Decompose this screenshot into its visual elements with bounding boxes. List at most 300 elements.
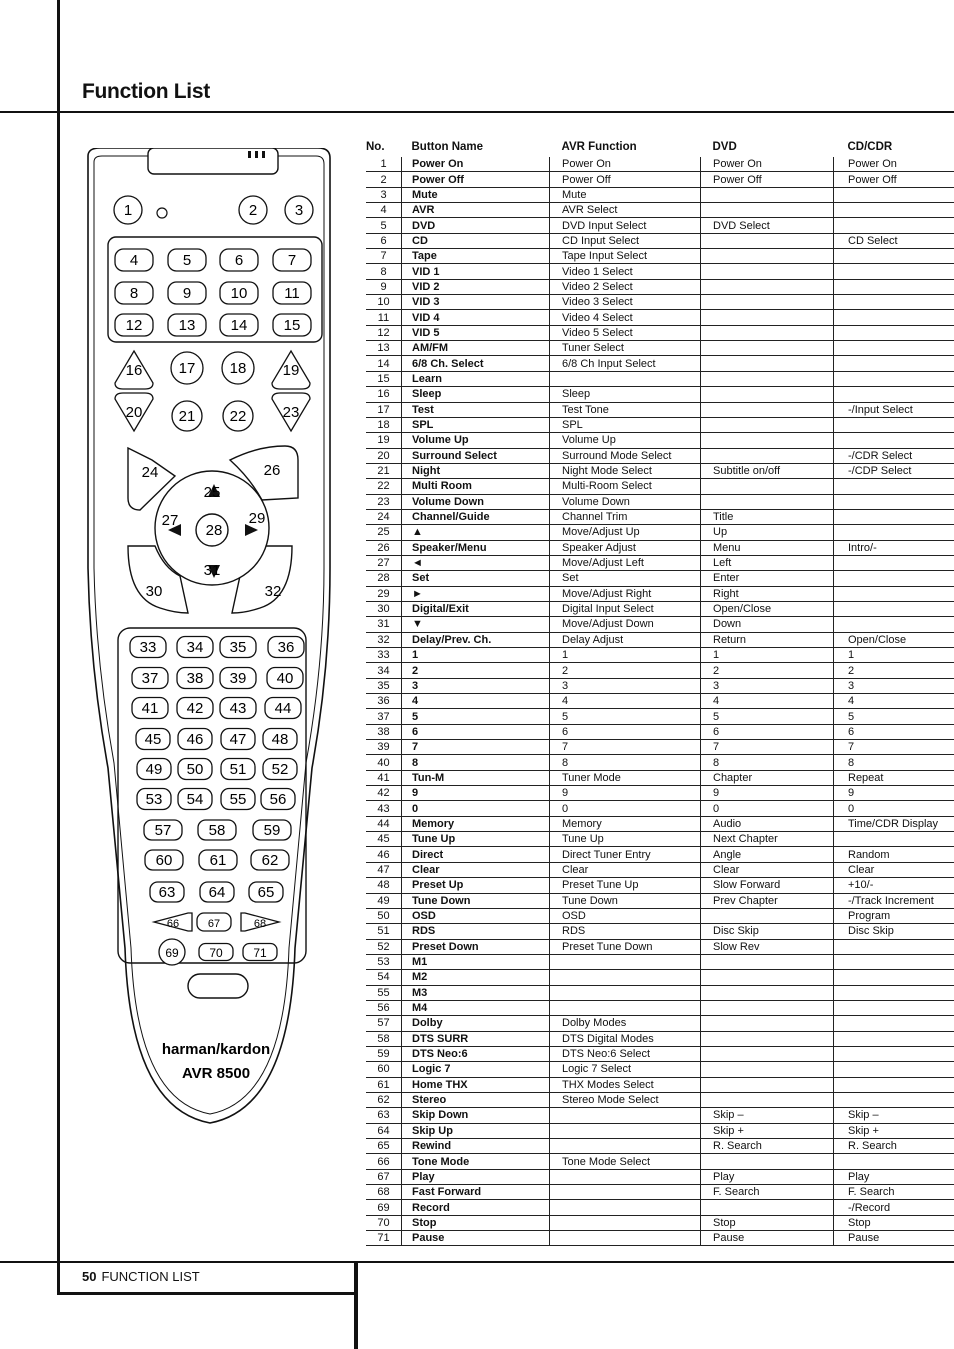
table-header-row: [366, 135, 954, 157]
remote-button-label: 8: [129, 285, 139, 302]
remote-button-label: 39: [229, 670, 247, 687]
remote-button-3[interactable]: [285, 196, 313, 224]
cell-avr-function: Move/Adjust Up: [550, 525, 701, 540]
remote-button-label: 71: [253, 946, 267, 960]
remote-button-8[interactable]: [115, 282, 153, 304]
header-no: No.: [366, 141, 385, 153]
cell-cd-cdr: Repeat: [834, 770, 954, 785]
cell-no: 31: [366, 617, 402, 632]
cell-no: 17: [366, 402, 402, 417]
cell-no: 65: [366, 1139, 402, 1154]
remote-button-38[interactable]: [177, 668, 213, 689]
cell-button-name: 4: [402, 694, 550, 709]
remote-button-label: 35: [229, 639, 247, 656]
cell-dvd: Subtitle on/off: [701, 463, 834, 478]
cell-dvd: [701, 1046, 834, 1061]
remote-button-label: 9: [182, 285, 192, 302]
table-row: [366, 203, 954, 218]
cell-no: 55: [366, 985, 402, 1000]
cell-cd-cdr: [834, 832, 954, 847]
cell-cd-cdr: [834, 325, 954, 340]
cell-dvd: Angle: [701, 847, 834, 862]
remote-button-label: 46: [186, 731, 204, 748]
table-row: [366, 1108, 954, 1123]
remote-button-10[interactable]: [220, 282, 258, 304]
table-row: [366, 417, 954, 432]
remote-button-61[interactable]: [199, 850, 237, 870]
remote-button-21[interactable]: [172, 401, 202, 431]
table-row: [366, 233, 954, 248]
cell-dvd: [701, 970, 834, 985]
remote-button-label: 24: [141, 464, 159, 481]
model-name: AVR 8500: [181, 1065, 251, 1082]
table-row: [366, 1077, 954, 1092]
remote-button-label: 7: [287, 252, 297, 269]
cell-avr-function: SPL: [550, 417, 701, 432]
remote-button-57[interactable]: [144, 820, 182, 840]
cell-dvd: Open/Close: [701, 601, 834, 616]
remote-button-label: 28: [205, 522, 223, 539]
remote-button-29[interactable]: [249, 510, 266, 527]
cell-button-name: AVR: [402, 203, 550, 218]
remote-button-5[interactable]: [168, 249, 206, 271]
cell-dvd: [701, 1200, 834, 1215]
cell-no: 44: [366, 816, 402, 831]
cell-dvd: Enter: [701, 571, 834, 586]
cell-cd-cdr: [834, 1154, 954, 1169]
cell-avr-function: 6/8 Ch Input Select: [550, 356, 701, 371]
cell-dvd: Power Off: [701, 172, 834, 187]
remote-button-55[interactable]: [221, 789, 255, 810]
cell-button-name: Tape: [402, 249, 550, 264]
cell-button-name: Preset Down: [402, 939, 550, 954]
cell-cd-cdr: [834, 601, 954, 616]
table-row: [366, 694, 954, 709]
cell-avr-function: 6: [550, 724, 701, 739]
cell-dvd: DVD Select: [701, 218, 834, 233]
cell-dvd: [701, 279, 834, 294]
function-table: [366, 135, 954, 1246]
remote-button-33[interactable]: [130, 637, 166, 658]
cell-no: 7: [366, 249, 402, 264]
header-dvd: DVD: [712, 141, 737, 153]
table-row: [366, 571, 954, 586]
cell-avr-function: 3: [550, 678, 701, 693]
table-row: [366, 1031, 954, 1046]
remote-button-2[interactable]: [239, 196, 267, 224]
cell-dvd: [701, 1154, 834, 1169]
remote-button-15[interactable]: [273, 314, 311, 336]
remote-button-54[interactable]: [178, 789, 212, 810]
remote-button-48[interactable]: [263, 729, 297, 750]
cell-button-name: Channel/Guide: [402, 509, 550, 524]
remote-button-52[interactable]: [263, 759, 297, 780]
cell-button-name: VID 1: [402, 264, 550, 279]
remote-button-label: 56: [269, 791, 287, 808]
table-row: [366, 816, 954, 831]
cell-no: 52: [366, 939, 402, 954]
cell-no: 68: [366, 1185, 402, 1200]
remote-button-58[interactable]: [198, 820, 236, 840]
remote-button-26[interactable]: [264, 462, 281, 479]
cell-button-name: 9: [402, 786, 550, 801]
table-row: [366, 1231, 954, 1246]
cell-dvd: Audio: [701, 816, 834, 831]
remote-button-37[interactable]: [132, 668, 168, 689]
cell-button-name: 5: [402, 709, 550, 724]
cell-cd-cdr: [834, 479, 954, 494]
cell-avr-function: Night Mode Select: [550, 463, 701, 478]
remote-button-label: 54: [186, 791, 204, 808]
cell-button-name: Tune Down: [402, 893, 550, 908]
remote-button-36[interactable]: [268, 637, 304, 658]
cell-no: 61: [366, 1077, 402, 1092]
table-row: [366, 678, 954, 693]
cell-cd-cdr: [834, 1016, 954, 1031]
remote-button-label: 70: [209, 946, 223, 960]
cell-button-name: Dolby: [402, 1016, 550, 1031]
cell-dvd: 0: [701, 801, 834, 816]
remote-button-46[interactable]: [178, 729, 212, 750]
cell-no: 54: [366, 970, 402, 985]
cell-cd-cdr: Play: [834, 1169, 954, 1184]
cell-dvd: [701, 448, 834, 463]
table-row: [366, 371, 954, 386]
table-row: [366, 985, 954, 1000]
cell-dvd: [701, 310, 834, 325]
remote-button-45[interactable]: [136, 729, 170, 750]
table-row: [366, 157, 954, 172]
table-row: [366, 310, 954, 325]
cell-cd-cdr: R. Search: [834, 1139, 954, 1154]
cell-no: 32: [366, 632, 402, 647]
cell-avr-function: Tune Up: [550, 832, 701, 847]
remote-button-14[interactable]: [220, 314, 258, 336]
cell-no: 20: [366, 448, 402, 463]
remote-button-label: 52: [271, 761, 289, 778]
remote-button-60[interactable]: [145, 850, 183, 870]
cell-dvd: Skip –: [701, 1108, 834, 1123]
remote-button-label: 42: [186, 700, 204, 717]
cell-avr-function: Video 5 Select: [550, 325, 701, 340]
cell-button-name: CD: [402, 233, 550, 248]
remote-button-42[interactable]: [177, 698, 213, 719]
remote-button-13[interactable]: [168, 314, 206, 336]
cell-button-name: Memory: [402, 816, 550, 831]
table-row: [366, 1169, 954, 1184]
remote-button-31[interactable]: [204, 562, 221, 579]
cell-avr-function: Volume Down: [550, 494, 701, 509]
cell-button-name: Preset Up: [402, 878, 550, 893]
cell-no: 46: [366, 847, 402, 862]
cell-button-name: 3: [402, 678, 550, 693]
page-footer: [82, 1269, 200, 1284]
cell-dvd: Slow Rev: [701, 939, 834, 954]
page-title: Function List: [82, 80, 210, 103]
cell-button-name: Power Off: [402, 172, 550, 187]
cell-dvd: 3: [701, 678, 834, 693]
table-row: [366, 264, 954, 279]
cell-cd-cdr: -/CDR Select: [834, 448, 954, 463]
remote-button-label: 26: [263, 462, 281, 479]
remote-button-label: 65: [257, 884, 275, 901]
table-row: [366, 1016, 954, 1031]
remote-button-39[interactable]: [220, 668, 256, 689]
remote-button-22[interactable]: [223, 401, 253, 431]
cell-avr-function: RDS: [550, 924, 701, 939]
cell-button-name: Set: [402, 571, 550, 586]
cell-no: 64: [366, 1123, 402, 1138]
cell-dvd: [701, 295, 834, 310]
cell-no: 15: [366, 371, 402, 386]
remote-button-43[interactable]: [220, 698, 256, 719]
cell-button-name: Play: [402, 1169, 550, 1184]
remote-button-41[interactable]: [132, 698, 168, 719]
remote-button-65[interactable]: [249, 882, 283, 902]
cell-cd-cdr: [834, 371, 954, 386]
remote-button-70[interactable]: [199, 944, 233, 961]
remote-button-label: 45: [144, 731, 162, 748]
cell-dvd: 1: [701, 648, 834, 663]
remote-button-label: 27: [161, 512, 179, 529]
cell-dvd: 5: [701, 709, 834, 724]
cell-button-name: 6/8 Ch. Select: [402, 356, 550, 371]
cell-dvd: Play: [701, 1169, 834, 1184]
cell-dvd: Next Chapter: [701, 832, 834, 847]
remote-button-label: 43: [229, 700, 247, 717]
remote-button-11[interactable]: [273, 282, 311, 304]
remote-button-30[interactable]: [146, 583, 163, 600]
cell-avr-function: 9: [550, 786, 701, 801]
cell-avr-function: Direct Tuner Entry: [550, 847, 701, 862]
table-row: [366, 847, 954, 862]
remote-button-63[interactable]: [150, 882, 184, 902]
cell-cd-cdr: [834, 203, 954, 218]
remote-button-label: 14: [230, 317, 248, 334]
remote-button-53[interactable]: [137, 789, 171, 810]
cell-avr-function: Delay Adjust: [550, 632, 701, 647]
cell-dvd: Disc Skip: [701, 924, 834, 939]
remote-button-1[interactable]: [114, 196, 142, 224]
cell-no: 12: [366, 325, 402, 340]
remote-button-7[interactable]: [273, 249, 311, 271]
cell-button-name: Home THX: [402, 1077, 550, 1092]
cell-dvd: Left: [701, 555, 834, 570]
remote-button-label: 16: [125, 362, 143, 379]
cell-dvd: [701, 187, 834, 202]
cell-dvd: Title: [701, 509, 834, 524]
remote-button-25[interactable]: [204, 484, 221, 501]
cell-avr-function: Video 1 Select: [550, 264, 701, 279]
cell-no: 70: [366, 1215, 402, 1230]
cell-cd-cdr: [834, 356, 954, 371]
remote-button-62[interactable]: [251, 850, 289, 870]
cell-dvd: [701, 1092, 834, 1107]
cell-button-name: SPL: [402, 417, 550, 432]
remote-button-71[interactable]: [243, 944, 277, 961]
header-cd-cdr: CD/CDR: [847, 141, 893, 153]
cell-cd-cdr: [834, 417, 954, 432]
remote-button-44[interactable]: [265, 698, 301, 719]
remote-button-27[interactable]: [162, 512, 179, 529]
cell-dvd: 8: [701, 755, 834, 770]
remote-button-28[interactable]: [206, 522, 223, 539]
remote-button-label: 13: [178, 317, 196, 334]
cell-dvd: [701, 1077, 834, 1092]
cell-dvd: Slow Forward: [701, 878, 834, 893]
cell-no: 37: [366, 709, 402, 724]
cell-dvd: [701, 249, 834, 264]
cell-button-name: Skip Down: [402, 1108, 550, 1123]
table-row: [366, 586, 954, 601]
cell-dvd: [701, 356, 834, 371]
remote-button-label: 3: [294, 202, 304, 219]
cell-button-name: VID 2: [402, 279, 550, 294]
remote-button-40[interactable]: [267, 668, 303, 689]
table-row: [366, 632, 954, 647]
table-row: [366, 494, 954, 509]
cell-avr-function: [550, 1000, 701, 1015]
cell-avr-function: Logic 7 Select: [550, 1062, 701, 1077]
remote-button-label: 62: [261, 852, 279, 869]
remote-button-label: 53: [145, 791, 163, 808]
remote-button-34[interactable]: [177, 637, 213, 658]
brand-logo: harman/kardon: [161, 1041, 271, 1058]
footer-rule: [0, 1261, 954, 1263]
table-row: [366, 187, 954, 202]
cell-no: 29: [366, 586, 402, 601]
cell-cd-cdr: [834, 218, 954, 233]
table-row: [366, 1200, 954, 1215]
remote-button-49[interactable]: [137, 759, 171, 780]
remote-button-18[interactable]: [222, 352, 254, 384]
remote-button-50[interactable]: [178, 759, 212, 780]
cell-dvd: Skip +: [701, 1123, 834, 1138]
cell-no: 62: [366, 1092, 402, 1107]
cell-button-name: Speaker/Menu: [402, 540, 550, 555]
cell-avr-function: Stereo Mode Select: [550, 1092, 701, 1107]
remote-button-label: 21: [178, 408, 196, 425]
remote-button-17[interactable]: [171, 352, 203, 384]
cell-dvd: [701, 479, 834, 494]
cell-cd-cdr: Time/CDR Display: [834, 816, 954, 831]
cell-button-name: Direct: [402, 847, 550, 862]
remote-button-12[interactable]: [115, 314, 153, 336]
cell-dvd: Stop: [701, 1215, 834, 1230]
cell-dvd: [701, 954, 834, 969]
cell-dvd: 6: [701, 724, 834, 739]
remote-button-label: 51: [229, 761, 247, 778]
remote-button-9[interactable]: [168, 282, 206, 304]
cell-button-name: Volume Up: [402, 433, 550, 448]
cell-cd-cdr: [834, 295, 954, 310]
cell-no: 42: [366, 786, 402, 801]
cell-button-name: Mute: [402, 187, 550, 202]
cell-no: 50: [366, 908, 402, 923]
remote-button-69[interactable]: [159, 939, 185, 965]
cell-cd-cdr: 1: [834, 648, 954, 663]
cell-cd-cdr: -/Input Select: [834, 402, 954, 417]
cell-no: 16: [366, 387, 402, 402]
cell-button-name: ▼: [402, 617, 550, 632]
table-row: [366, 1092, 954, 1107]
cell-dvd: R. Search: [701, 1139, 834, 1154]
remote-button-67[interactable]: [197, 913, 231, 931]
cell-no: 1: [366, 157, 402, 172]
table-row: [366, 279, 954, 294]
cell-no: 63: [366, 1108, 402, 1123]
cell-no: 67: [366, 1169, 402, 1184]
cell-no: 34: [366, 663, 402, 678]
cell-button-name: 2: [402, 663, 550, 678]
remote-button-56[interactable]: [261, 789, 295, 810]
cell-avr-function: [550, 970, 701, 985]
cell-button-name: 6: [402, 724, 550, 739]
remote-button-35[interactable]: [220, 637, 256, 658]
left-margin-bar: [57, 0, 60, 1294]
cell-no: 13: [366, 341, 402, 356]
cell-avr-function: Move/Adjust Left: [550, 555, 701, 570]
cell-cd-cdr: Skip –: [834, 1108, 954, 1123]
cell-avr-function: 1: [550, 648, 701, 663]
remote-button-label: 58: [208, 822, 226, 839]
table-row: [366, 724, 954, 739]
cell-avr-function: Power On: [550, 157, 701, 172]
remote-button-label: 36: [277, 639, 295, 656]
led-marks: [248, 151, 265, 158]
remote-button-51[interactable]: [221, 759, 255, 780]
cell-button-name: AM/FM: [402, 341, 550, 356]
cell-button-name: VID 4: [402, 310, 550, 325]
cell-dvd: [701, 417, 834, 432]
cell-no: 2: [366, 172, 402, 187]
remote-button-4[interactable]: [115, 249, 153, 271]
table-row: [366, 770, 954, 785]
remote-button-24[interactable]: [142, 464, 159, 481]
cell-avr-function: Surround Mode Select: [550, 448, 701, 463]
remote-button-32[interactable]: [265, 583, 282, 600]
cell-cd-cdr: Power Off: [834, 172, 954, 187]
cell-button-name: DTS SURR: [402, 1031, 550, 1046]
remote-button-label: 25: [203, 484, 221, 501]
cell-button-name: Tone Mode: [402, 1154, 550, 1169]
cell-cd-cdr: [834, 433, 954, 448]
cell-avr-function: [550, 1169, 701, 1184]
cell-button-name: Fast Forward: [402, 1185, 550, 1200]
remote-button-label: 34: [186, 639, 204, 656]
bottom-oval-button[interactable]: [188, 974, 248, 998]
cell-avr-function: Speaker Adjust: [550, 540, 701, 555]
cell-avr-function: Tuner Select: [550, 341, 701, 356]
cell-no: 33: [366, 648, 402, 663]
remote-button-label: 59: [263, 822, 281, 839]
remote-button-47[interactable]: [221, 729, 255, 750]
remote-button-64[interactable]: [200, 882, 234, 902]
cell-cd-cdr: Disc Skip: [834, 924, 954, 939]
remote-button-6[interactable]: [220, 249, 258, 271]
cell-dvd: [701, 264, 834, 279]
remote-button-59[interactable]: [253, 820, 291, 840]
cell-no: 3: [366, 187, 402, 202]
table-row: [366, 755, 954, 770]
cell-cd-cdr: [834, 1046, 954, 1061]
cell-avr-function: OSD: [550, 908, 701, 923]
cell-cd-cdr: [834, 939, 954, 954]
cell-dvd: [701, 1062, 834, 1077]
cell-no: 10: [366, 295, 402, 310]
table-row: [366, 617, 954, 632]
table-row: [366, 509, 954, 524]
